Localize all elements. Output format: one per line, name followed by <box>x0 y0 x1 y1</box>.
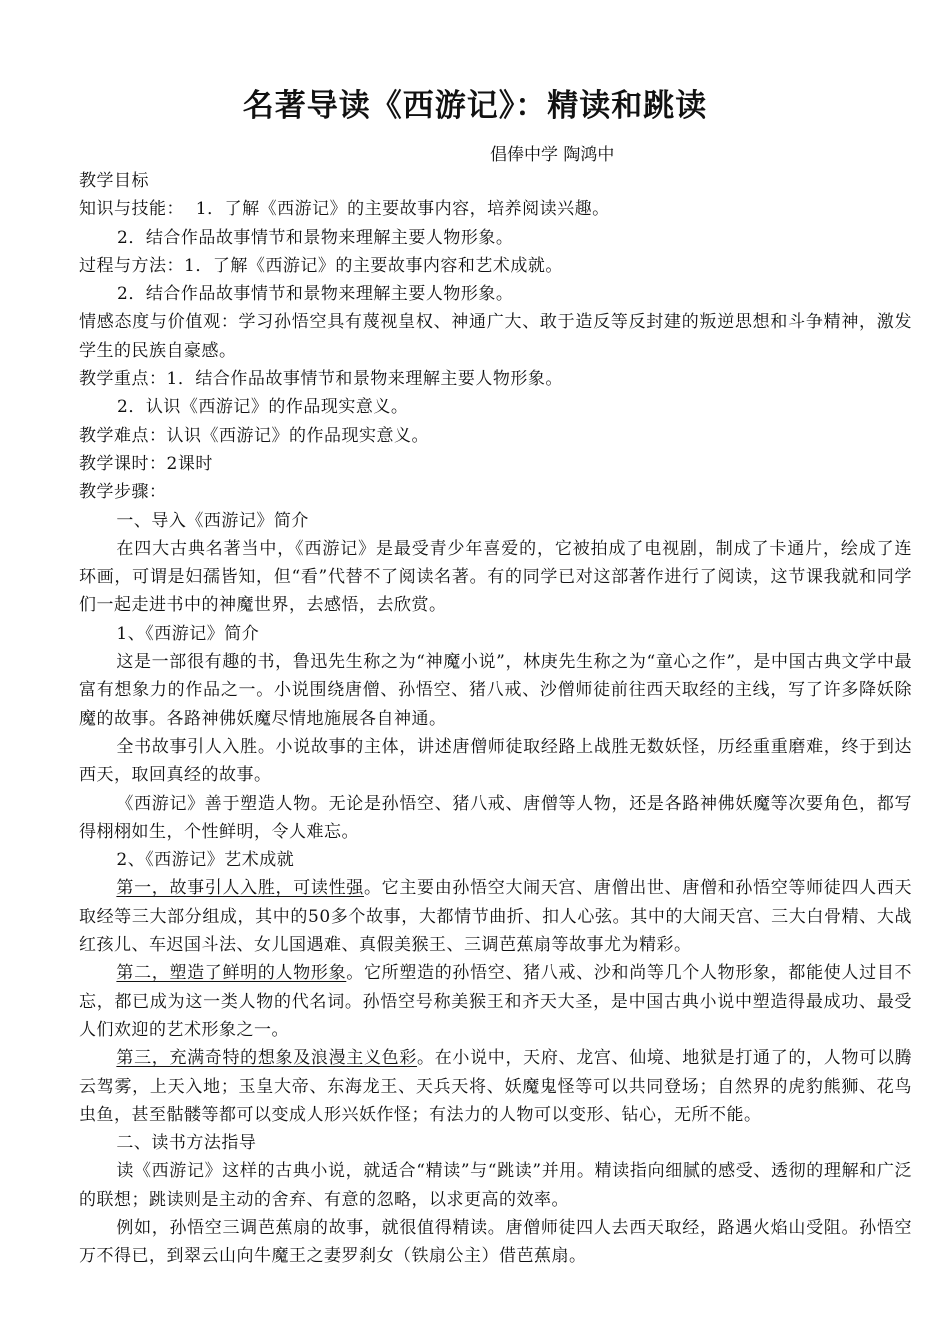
subsection-1-paragraph-3: 《西游记》善于塑造人物。无论是孙悟空、猪八戒、唐僧等人物，还是各路神佛妖魔等次要角色，都写得栩栩如生，个性鲜明，令人难忘。 <box>79 793 912 842</box>
document-body <box>79 167 912 1271</box>
author-line: 倡俸中学 陶鸿中 <box>490 145 615 165</box>
knowledge-label: 知识与技能： <box>79 199 184 220</box>
achievement-2-text: 。它所塑造的孙悟空、猪八戒、沙和尚等几个人物形象，都能使人过目不忘，都已成为这一类人物的代名词。孙悟空号称美猴王和齐天大圣，是中国古典小说中塑造得最成功、最受人们欢迎的艺术形象之一。 <box>79 963 913 1040</box>
focus-item-2: 2．认识《西游记》的作品现实意义。 <box>117 397 409 418</box>
achievement-2-lead: 第二，塑造了鲜明的人物形象 <box>116 963 347 984</box>
subsection-1-heading: 1、《西游记》简介 <box>116 623 260 644</box>
achievement-1-text: 。它主要由孙悟空大闹天宫、唐僧出世、唐僧和孙悟空等师徒四人西天取经等三大部分组成，其中的50多个故事，大都情节曲折、扣人心弦。其中的大闹天宫、三大白骨精、大战红孩儿、车迟国斗法、女儿国遇难、真假美猴王、三调芭蕉扇等故事尤为精彩。 <box>79 878 913 956</box>
process-item-2: 2．结合作品故事情节和景物来理解主要人物形象。 <box>117 284 514 305</box>
objective-knowledge <box>79 195 912 223</box>
achievement-1-lead: 第一，故事引人入胜，可读性强 <box>116 878 364 899</box>
section-2-paragraph-1: 读《西游记》这样的古典小说，就适合“精读”与“跳读”并用。精读指向细腻的感受、透彻的理解和广泛的联想；跳读则是主动的舍弃、有意的忽略，以求更高的效率。 <box>79 1161 912 1210</box>
process-label: 过程与方法： <box>79 255 184 276</box>
objective-process <box>79 252 912 280</box>
achievement-3 <box>79 1044 912 1129</box>
section-1-heading: 一、导入《西游记》简介 <box>116 510 309 531</box>
focus-line <box>79 365 912 393</box>
achievement-3-lead: 第三，充满奇特的想象及浪漫主义色彩 <box>116 1048 418 1069</box>
section-1-intro: 在四大古典名著当中，《西游记》是最受青少年喜爱的，它被拍成了电视剧，制成了卡通片，绘成了连环画，可谓是妇孺皆知，但“看”代替不了阅读名著。有的同学已对这部著作进行了阅读，这节课我就和同学们一起走进书中的神魔世界，去感悟，去欣赏。 <box>79 538 912 616</box>
objectives-heading: 教学目标 <box>79 171 149 191</box>
process-item-1: 1．了解《西游记》的主要故事内容和艺术成就。 <box>184 255 563 276</box>
hours-line: 教学课时：2课时 <box>79 453 213 474</box>
knowledge-item-1: 1．了解《西游记》的主要故事内容，培养阅读兴趣。 <box>184 199 610 220</box>
subsection-1-paragraph-2: 全书故事引人入胜。小说故事的主体，讲述唐僧师徒取经路上战胜无数妖怪，历经重重磨难，终于到达西天，取回真经的故事。 <box>79 736 912 786</box>
steps-label: 教学步骤： <box>79 482 167 503</box>
subsection-1-paragraph-1: 这是一部很有趣的书，鲁迅先生称之为“神魔小说”，林庚先生称之为“童心之作”，是中国古典文学中最富有想象力的作品之一。小说围绕唐僧、孙悟空、猪八戒、沙僧师徒前往西天取经的主线，写了许多降妖除魔的故事。各路神佛妖魔尽情地施展各自神通。 <box>79 652 912 729</box>
achievement-1 <box>79 874 912 959</box>
subsection-2-heading: 2、《西游记》艺术成就 <box>116 850 295 871</box>
objective-emotion: 情感态度与价值观：学习孙悟空具有蔑视皇权、神通广大、敢于造反等反封建的叛逆思想和斗争精神，激发学生的民族自豪感。 <box>79 312 912 361</box>
section-2-heading: 二、读书方法指导 <box>116 1133 257 1154</box>
focus-label: 教学重点： <box>79 369 167 390</box>
difficulty-line: 教学难点：认识《西游记》的作品现实意义。 <box>79 425 429 446</box>
achievement-2 <box>79 959 912 1044</box>
achievement-3-text: 。在小说中，天府、龙宫、仙境、地狱是打通了的，人物可以腾云驾雾，上天入地；玉皇大帝、东海龙王、天兵天将、妖魔鬼怪等可以共同登场；自然界的虎豹熊狮、花鸟虫鱼，甚至骷髅等都可以变成人形兴妖作怪；有法力的人物可以变形、钻心，无所不能。 <box>79 1048 913 1125</box>
page-title: 名著导读《西游记》：精读和跳读 <box>242 88 708 124</box>
focus-item-1: 1．结合作品故事情节和景物来理解主要人物形象。 <box>166 369 563 390</box>
knowledge-item-2: 2．结合作品故事情节和景物来理解主要人物形象。 <box>117 227 514 248</box>
section-2-paragraph-2: 例如，孙悟空三调芭蕉扇的故事，就很值得精读。唐僧师徒四人去西天取经，路遇火焰山受阻。孙悟空万不得已，到翠云山向牛魔王之妻罗刹女（铁扇公主）借芭蕉扇。 <box>79 1217 912 1267</box>
